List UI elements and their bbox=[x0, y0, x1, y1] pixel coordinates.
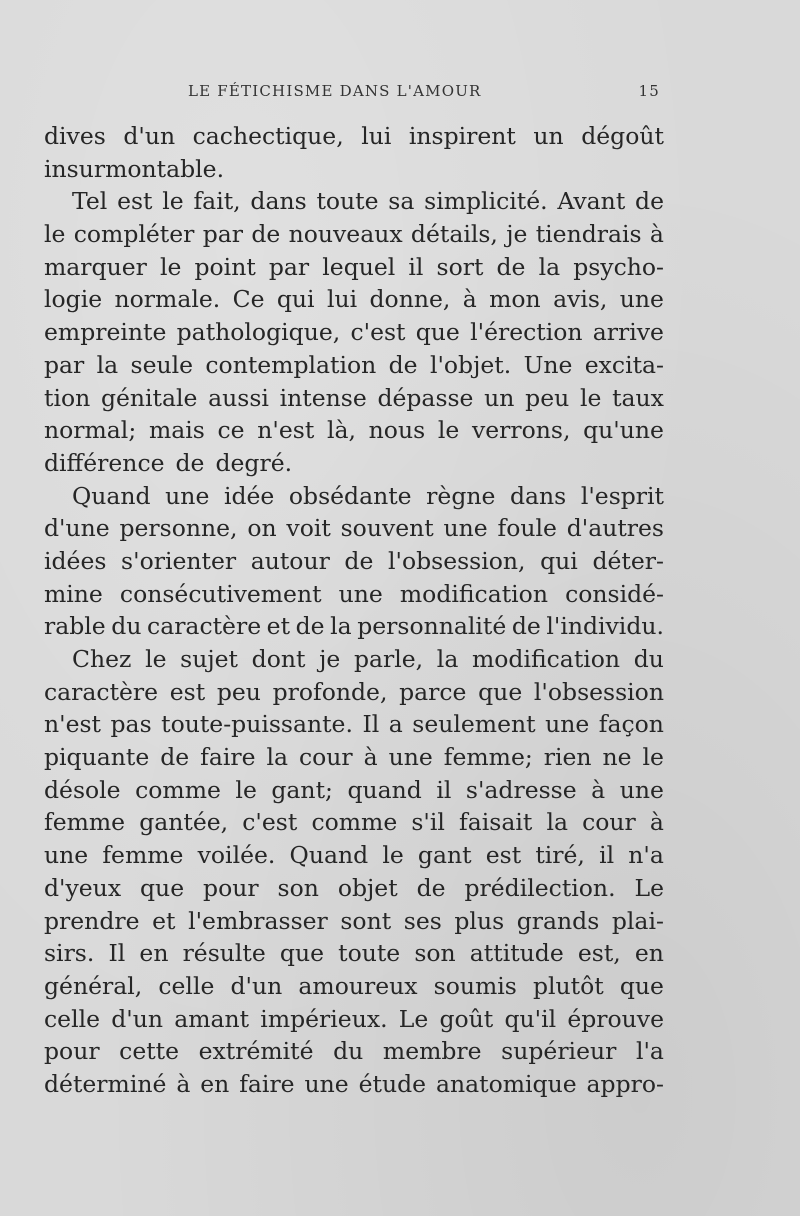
text-line: insurmontable. bbox=[44, 154, 225, 183]
text-line: normal; mais ce n'est là, nous le verrons, qu'une bbox=[44, 416, 664, 445]
text-line: une femme voilée. Quand le gant est tiré, il n'a bbox=[44, 841, 664, 870]
text-line: n'est pas toute-puissante. Il a seulement une façon bbox=[44, 710, 664, 739]
text-line: rable du caractère et de la personnalité de l'individu. bbox=[44, 612, 664, 641]
text-line: pour cette extrémité du membre supérieur l'a bbox=[44, 1037, 664, 1066]
text-line: caractère est peu profonde, parce que l'obsession bbox=[44, 677, 664, 706]
text-line: dives d'un cachectique, lui inspirent un dégoût bbox=[44, 122, 664, 150]
text-line: logie normale. Ce qui lui donne, à mon avis, une bbox=[44, 285, 664, 314]
body-text bbox=[44, 120, 664, 1101]
text-line: général, celle d'un amoureux soumis plutôt que bbox=[44, 971, 664, 1000]
text-line: Tel est le fait, dans toute sa simplicité. Avant de bbox=[72, 187, 664, 216]
text-line: piquante de faire la cour à une femme; rien ne le bbox=[44, 743, 664, 772]
running-header bbox=[48, 82, 660, 106]
page-number: 15 bbox=[638, 82, 660, 100]
text-line: déterminé à en faire une étude anatomique appro- bbox=[44, 1069, 664, 1098]
text-line: d'une personne, on voit souvent une foule d'autres bbox=[44, 514, 664, 543]
text-line: désole comme le gant; quand il s'adresse à une bbox=[44, 775, 664, 804]
text-line: femme gantée, c'est comme s'il faisait la cour à bbox=[44, 808, 664, 837]
text-line: le compléter par de nouveaux détails, je tiendrais à bbox=[44, 220, 664, 249]
text-line: sirs. Il en résulte que toute son attitude est, en bbox=[44, 939, 664, 968]
text-line: Chez le sujet dont je parle, la modification du bbox=[72, 645, 664, 673]
text-line: Quand une idée obsédante règne dans l'esprit bbox=[72, 481, 664, 510]
text-line: empreinte pathologique, c'est que l'érection arrive bbox=[44, 318, 664, 347]
text-line: idées s'orienter autour de l'obsession, qui déter- bbox=[44, 546, 664, 575]
text-line: mine consécutivement une modification considé- bbox=[44, 579, 664, 608]
text-line: d'yeux que pour son objet de prédilection. Le bbox=[44, 873, 664, 902]
text-line: prendre et l'embrasser sont ses plus grands plai- bbox=[44, 906, 664, 935]
text-line: celle d'un amant impérieux. Le goût qu'il éprouve bbox=[44, 1004, 664, 1033]
text-line: marquer le point par lequel il sort de la psycho- bbox=[44, 252, 664, 281]
text-line: différence de degré. bbox=[44, 448, 293, 477]
text-line: par la seule contemplation de l'objet. Une excita- bbox=[44, 350, 664, 379]
text-line: tion génitale aussi intense dépasse un peu le taux bbox=[44, 383, 664, 412]
running-title: LE FÉTICHISME DANS L'AMOUR bbox=[188, 82, 482, 100]
